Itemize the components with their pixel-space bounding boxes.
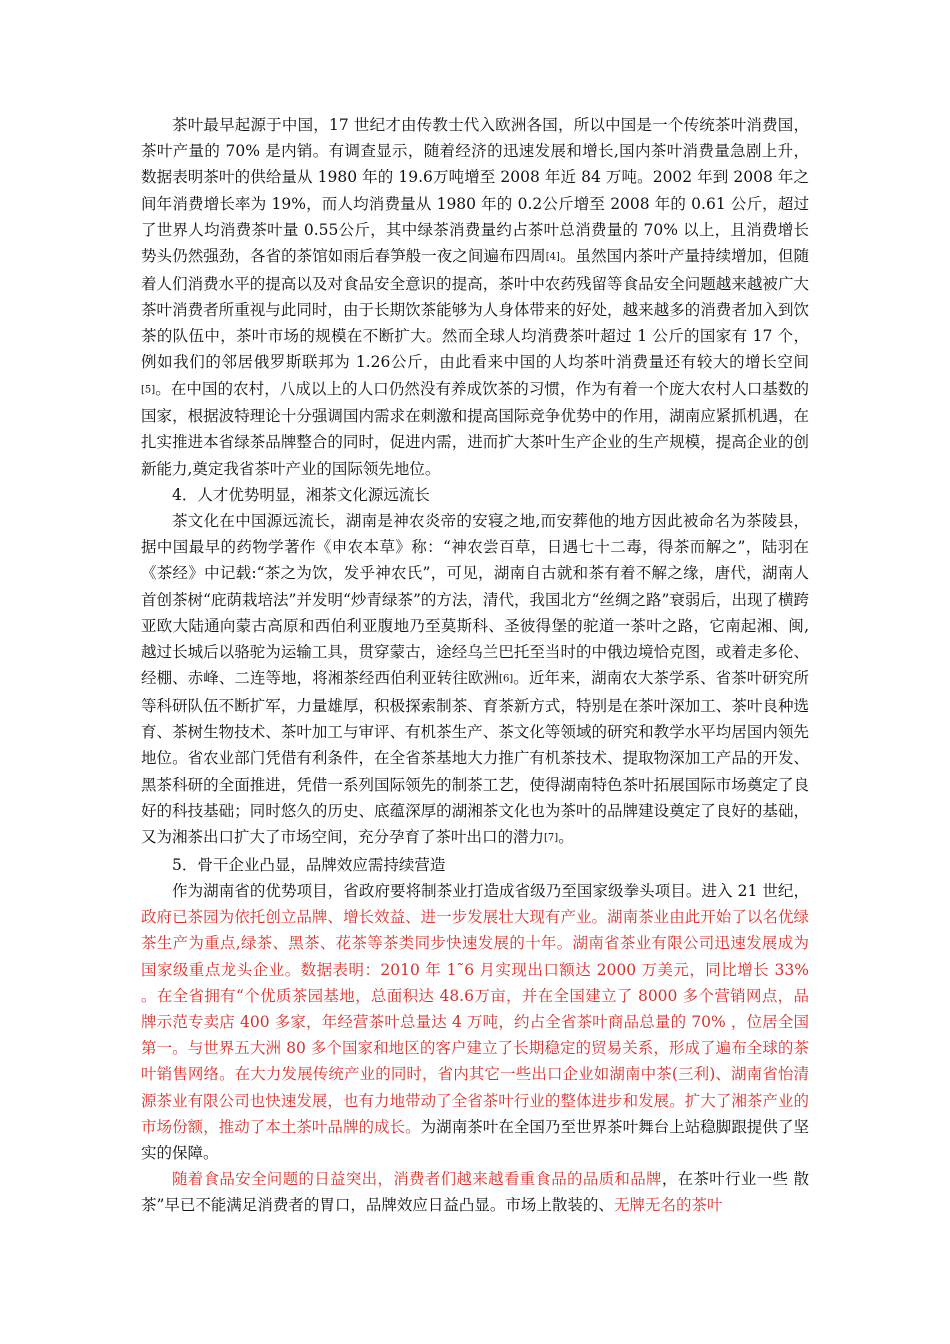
paragraph-tea-culture bbox=[141, 508, 809, 852]
paragraph-3-highlighted: 政府已茶园为依托创立品牌、增长效益、进一步发展壮大现有产业。湖南茶业由此开始了以名优绿茶生产为重点,绿茶、黑茶、花茶等茶类同步快速发展的十年。湖南省茶业有限公司迅速发展成为国家级重点龙头企业。数据表明：2010 年 1˜6 月实现出口额达 2000 万美元，同比增长 33% 。在全省拥有“个优质茶园基地，总面积达 48.6万亩，并在全国建立了 8000 多个营销网点，品牌示范专卖店 400 多家，年经营茶叶总量达 4 万吨，约占全省茶叶商品总量的 70% ，位居全国第一。与世界五大洲 80 多个国家和地区的客户建立了长期稳定的贸易关系，形成了遍布全球的茶叶销售网络。在大力发展传统产业的同时，省内其它一些出口企业如湖南中茶(三利)、湖南省怡清源茶业有限公司也快速发展，也有力地带动了全省茶叶行业的整体进步和发展。扩大了湘茶产业的市场份额，推动了本土茶叶品牌的成长。 bbox=[141, 908, 809, 1136]
paragraph-tea-consumption bbox=[141, 112, 809, 482]
document-body bbox=[141, 112, 809, 1219]
paragraph-3-intro: 作为湖南省的优势项目，省政府要将制茶业打造成省级乃至国家级拳头项目。进入 21 世纪， bbox=[172, 881, 809, 900]
paragraph-4-highlighted-2: 无牌无名的茶叶 bbox=[613, 1196, 723, 1215]
paragraph-2c-text: 。 bbox=[558, 827, 574, 846]
reference-4: [4] bbox=[545, 251, 560, 263]
paragraph-4-highlighted-1: 随着食品安全问题的日益突出，消费者们越来越看重食品的品质和品牌 bbox=[172, 1170, 662, 1189]
reference-6: [6] bbox=[499, 673, 514, 685]
paragraph-3-end: 为湖南茶叶在全国乃至世界茶叶舞台上站稳脚跟提供了坚实的保障。 bbox=[141, 1117, 809, 1162]
reference-5: [5] bbox=[141, 384, 156, 396]
paragraph-2-text: 茶文化在中国源远流长，湖南是神农炎帝的安寝之地,而安葬他的地方因此被命名为茶陵县，据中国最早的药物学著作《申农本草》称：“神农尝百草，日遇七十二毒，得茶而解之”，陆羽在《茶经》中记载:“茶之为饮，发乎神农氏”，可见，湖南自古就和茶有着不解之缘，唐代，湖南人首创茶树“庇荫栽培法”并发明“炒青绿茶”的方法，清代，我国北方“丝绸之路”衰弱后，出现了横跨亚欧大陆通向蒙古高原和西伯利亚腹地乃至莫斯科、圣彼得堡的驼道一茶叶之路，它南起湘、闽,越过长城后以骆驼为运输工具，贯穿蒙古，途经乌兰巴托至当时的中俄边境恰克图，或着走多伦、经棚、赤峰、二连等地，将湘茶经西伯利亚转往欧洲 bbox=[141, 512, 809, 688]
reference-7: [7] bbox=[544, 832, 559, 844]
paragraph-1c-text: 。在中国的农村，八成以上的人口仍然没有养成饮茶的习惯，作为有着一个庞大农村人口基数的国家，根据波特理论十分强调国内需求在刺激和提高国际竞争优势中的作用，湖南应紧抓机遇，在扎实推进本省绿茶品牌整合的同时，促进内需，进而扩大茶叶生产企业的生产规模，提高企业的创新能力,奠定我省茶叶产业的国际领先地位。 bbox=[141, 379, 809, 478]
section-heading-4: 4．人才优势明显，湘茶文化源远流长 bbox=[172, 485, 430, 504]
section-heading-5: 5．骨干企业凸显，品牌效应需持续营造 bbox=[172, 855, 446, 874]
paragraph-4-text: ，在茶叶行业一些 散茶”早已不能满足消费者的胃口，品牌效应日益凸显。市场上散装的、 bbox=[141, 1170, 809, 1215]
paragraph-backbone-enterprises bbox=[141, 878, 809, 1166]
paragraph-brand-effect bbox=[141, 1166, 809, 1218]
paragraph-1-text: 茶叶最早起源于中国，17 世纪才由传教士代入欧洲各国，所以中国是一个传统茶叶消费国，茶叶产量的 70% 是内销。有调查显示，随着经济的迅速发展和增长,国内茶叶消费量急剧上升，数据表明茶叶的供给量从 1980 年的 19.6万吨增至 2008 年近 84 万吨。2002 年到 2008 年之间年消费增长率为 19%，而人均消费量从 1980 年的 0.2公斤增至 2008 年的 0.61 公斤，超过了世界人均消费茶叶量 0.55公斤，其中绿茶消费量约占茶叶总消费量的 70% 以上，且消费增长势头仍然强劲，各省的茶馆如雨后春笋般一夜之间遍布四周 bbox=[141, 116, 809, 266]
paragraph-1b-text: 。虽然国内茶叶产量持续增加，但随着人们消费水平的提高以及对食品安全意识的提高，茶叶中农药残留等食品安全问题越来越被广大茶叶消费者所重视与此同时，由于长期饮茶能够为人身体带来的好处，越来越多的消费者加入到饮茶的队伍中，茶叶市场的规模在不断扩大。然而全球人均消费茶叶超过 1 公斤的国家有 17 个，例如我们的邻居俄罗斯联邦为 1.26公斤，由此看来中国的人均茶叶消费量还有较大的增长空间 bbox=[141, 247, 809, 372]
paragraph-2b-text: 。近年来，湖南农大茶学系、省茶叶研究所等科研队伍不断扩军，力量雄厚，积极探索制茶、育茶新方式，特别是在茶叶深加工、茶叶良种选育、茶树生物技术、茶叶加工与审评、有机茶生产、茶文化等领域的研究和教学水平均居国内领先地位。省农业部门凭借有利条件，在全省茶基地大力推广有机茶技术、提取物深加工产品的开发、黑茶科研的全面推进，凭借一系列国际领先的制茶工艺，使得湖南特色茶叶拓展国际市场奠定了良好的科技基础；同时悠久的历史、底蕴深厚的湖湘茶文化也为茶叶的品牌建设奠定了良好的基础，又为湘茶出口扩大了市场空间，充分孕育了茶叶出口的潜力 bbox=[141, 669, 809, 846]
